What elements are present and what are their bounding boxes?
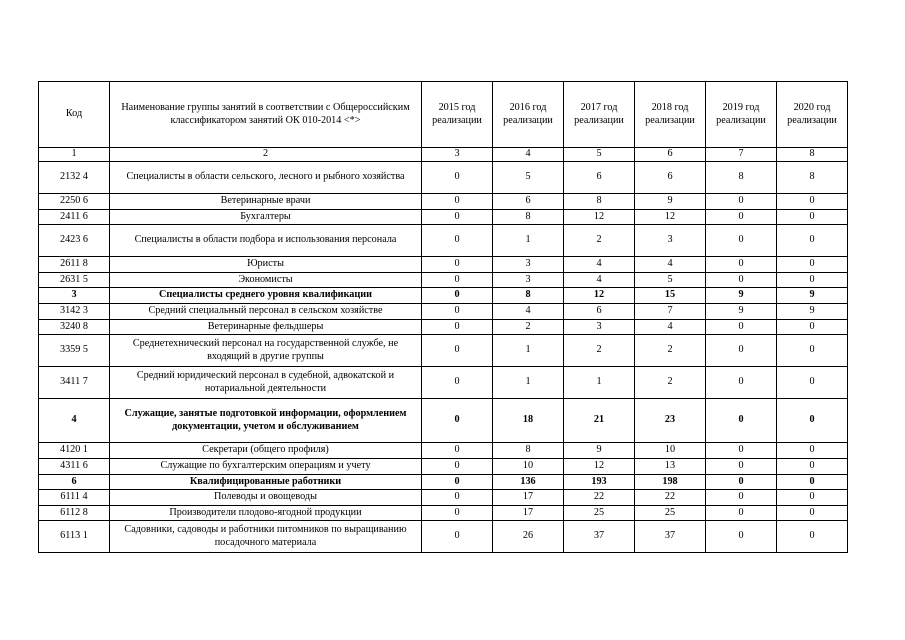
cell-2020: 0 — [777, 506, 848, 521]
cell-2017: 4 — [564, 257, 635, 273]
cell-2017: 2 — [564, 335, 635, 367]
table-row — [39, 288, 848, 304]
cell-2020: 0 — [777, 320, 848, 335]
table-row — [39, 521, 848, 553]
cell-code: 3359 5 — [39, 335, 110, 367]
cell-name: Служащие по бухгалтерским операциям и учету — [110, 459, 422, 475]
header-2015: 2015 год реализации — [422, 82, 493, 148]
cell-code: 2411 6 — [39, 210, 110, 225]
cell-2018: 2 — [635, 367, 706, 399]
cell-2018: 198 — [635, 475, 706, 490]
cell-code: 6111 4 — [39, 490, 110, 506]
column-number-row — [39, 148, 848, 162]
header-2016: 2016 год реализации — [493, 82, 564, 148]
column-number: 2 — [110, 148, 422, 162]
cell-name: Ветеринарные врачи — [110, 194, 422, 210]
cell-2015: 0 — [422, 367, 493, 399]
cell-code: 4120 1 — [39, 443, 110, 459]
cell-2017: 22 — [564, 490, 635, 506]
cell-code: 6112 8 — [39, 506, 110, 521]
cell-2018: 4 — [635, 257, 706, 273]
cell-2018: 7 — [635, 304, 706, 320]
table-row — [39, 225, 848, 257]
cell-2017: 12 — [564, 288, 635, 304]
table-row — [39, 459, 848, 475]
cell-2020: 8 — [777, 162, 848, 194]
cell-2015: 0 — [422, 194, 493, 210]
cell-2019: 0 — [706, 521, 777, 553]
cell-code: 2132 4 — [39, 162, 110, 194]
cell-2019: 0 — [706, 225, 777, 257]
cell-name: Квалифицированные работники — [110, 475, 422, 490]
cell-name: Полеводы и овощеводы — [110, 490, 422, 506]
cell-code: 4311 6 — [39, 459, 110, 475]
cell-2016: 10 — [493, 459, 564, 475]
cell-2020: 0 — [777, 367, 848, 399]
table-row — [39, 367, 848, 399]
cell-name: Средний специальный персонал в сельском хозяйстве — [110, 304, 422, 320]
column-number: 3 — [422, 148, 493, 162]
cell-code: 2631 5 — [39, 273, 110, 288]
cell-2018: 6 — [635, 162, 706, 194]
table-body — [39, 162, 848, 553]
cell-2019: 0 — [706, 335, 777, 367]
cell-2015: 0 — [422, 443, 493, 459]
cell-2020: 0 — [777, 443, 848, 459]
cell-2019: 8 — [706, 162, 777, 194]
cell-2020: 0 — [777, 475, 848, 490]
header-name: Наименование группы занятий в соответствии с Общероссийским классификатором занятий ОК 010-2014 <*> — [110, 82, 422, 148]
table-row — [39, 443, 848, 459]
cell-2016: 17 — [493, 490, 564, 506]
table-row — [39, 273, 848, 288]
cell-2018: 12 — [635, 210, 706, 225]
cell-2017: 9 — [564, 443, 635, 459]
cell-2017: 4 — [564, 273, 635, 288]
cell-2019: 0 — [706, 443, 777, 459]
cell-name: Ветеринарные фельдшеры — [110, 320, 422, 335]
table-row — [39, 210, 848, 225]
cell-2018: 3 — [635, 225, 706, 257]
column-number: 7 — [706, 148, 777, 162]
cell-2020: 0 — [777, 521, 848, 553]
table-row — [39, 506, 848, 521]
cell-2020: 9 — [777, 288, 848, 304]
cell-name: Специалисты среднего уровня квалификации — [110, 288, 422, 304]
cell-2020: 0 — [777, 335, 848, 367]
cell-code: 6113 1 — [39, 521, 110, 553]
cell-2016: 2 — [493, 320, 564, 335]
cell-2020: 0 — [777, 194, 848, 210]
cell-2019: 0 — [706, 367, 777, 399]
cell-2016: 8 — [493, 210, 564, 225]
cell-2016: 1 — [493, 367, 564, 399]
cell-2015: 0 — [422, 475, 493, 490]
cell-2015: 0 — [422, 162, 493, 194]
cell-2019: 9 — [706, 304, 777, 320]
cell-2020: 0 — [777, 459, 848, 475]
cell-2015: 0 — [422, 273, 493, 288]
cell-2020: 0 — [777, 225, 848, 257]
cell-2020: 0 — [777, 257, 848, 273]
table-row — [39, 475, 848, 490]
cell-2019: 0 — [706, 257, 777, 273]
cell-2015: 0 — [422, 288, 493, 304]
cell-name: Бухгалтеры — [110, 210, 422, 225]
table-row — [39, 490, 848, 506]
cell-name: Специалисты в области сельского, лесного и рыбного хозяйства — [110, 162, 422, 194]
column-number: 8 — [777, 148, 848, 162]
cell-2016: 3 — [493, 257, 564, 273]
cell-2016: 4 — [493, 304, 564, 320]
cell-2018: 22 — [635, 490, 706, 506]
cell-2017: 12 — [564, 210, 635, 225]
header-row — [39, 82, 848, 148]
cell-2019: 0 — [706, 399, 777, 443]
cell-2017: 2 — [564, 225, 635, 257]
cell-code: 3 — [39, 288, 110, 304]
cell-2016: 5 — [493, 162, 564, 194]
cell-name: Юристы — [110, 257, 422, 273]
cell-2018: 9 — [635, 194, 706, 210]
header-code: Код — [39, 82, 110, 148]
cell-2017: 25 — [564, 506, 635, 521]
cell-code: 2611 8 — [39, 257, 110, 273]
cell-code: 2250 6 — [39, 194, 110, 210]
cell-2018: 15 — [635, 288, 706, 304]
cell-2018: 5 — [635, 273, 706, 288]
cell-2020: 0 — [777, 273, 848, 288]
cell-2015: 0 — [422, 320, 493, 335]
header-2020: 2020 год реализации — [777, 82, 848, 148]
table-row — [39, 304, 848, 320]
cell-2016: 8 — [493, 443, 564, 459]
cell-2017: 8 — [564, 194, 635, 210]
cell-name: Специалисты в области подбора и использования персонала — [110, 225, 422, 257]
cell-2020: 9 — [777, 304, 848, 320]
cell-2020: 0 — [777, 210, 848, 225]
cell-2015: 0 — [422, 521, 493, 553]
cell-2016: 1 — [493, 225, 564, 257]
cell-2019: 9 — [706, 288, 777, 304]
cell-2018: 4 — [635, 320, 706, 335]
cell-2015: 0 — [422, 335, 493, 367]
cell-code: 3142 3 — [39, 304, 110, 320]
cell-2015: 0 — [422, 210, 493, 225]
cell-code: 3240 8 — [39, 320, 110, 335]
column-number: 1 — [39, 148, 110, 162]
cell-name: Производители плодово-ягодной продукции — [110, 506, 422, 521]
cell-2019: 0 — [706, 320, 777, 335]
cell-2015: 0 — [422, 459, 493, 475]
cell-2019: 0 — [706, 506, 777, 521]
cell-2018: 13 — [635, 459, 706, 475]
cell-2018: 10 — [635, 443, 706, 459]
cell-name: Экономисты — [110, 273, 422, 288]
cell-name: Среднетехнический персонал на государственной службе, не входящий в другие группы — [110, 335, 422, 367]
cell-2019: 0 — [706, 490, 777, 506]
table-row — [39, 399, 848, 443]
cell-2015: 0 — [422, 490, 493, 506]
cell-2015: 0 — [422, 304, 493, 320]
cell-2015: 0 — [422, 506, 493, 521]
cell-2016: 18 — [493, 399, 564, 443]
header-2018: 2018 год реализации — [635, 82, 706, 148]
cell-2018: 25 — [635, 506, 706, 521]
table-row — [39, 194, 848, 210]
cell-2015: 0 — [422, 257, 493, 273]
cell-name: Служащие, занятые подготовкой информации, оформлением документации, учетом и обслуживанием — [110, 399, 422, 443]
column-number: 6 — [635, 148, 706, 162]
cell-2017: 3 — [564, 320, 635, 335]
table-row — [39, 335, 848, 367]
cell-2019: 0 — [706, 210, 777, 225]
cell-2017: 6 — [564, 304, 635, 320]
cell-2017: 193 — [564, 475, 635, 490]
cell-2019: 0 — [706, 194, 777, 210]
cell-code: 6 — [39, 475, 110, 490]
cell-name: Секретари (общего профиля) — [110, 443, 422, 459]
cell-name: Средний юридический персонал в судебной, адвокатской и нотариальной деятельности — [110, 367, 422, 399]
cell-name: Садовники, садоводы и работники питомников по выращиванию посадочного материала — [110, 521, 422, 553]
column-number: 4 — [493, 148, 564, 162]
cell-2017: 1 — [564, 367, 635, 399]
cell-code: 3411 7 — [39, 367, 110, 399]
cell-2015: 0 — [422, 399, 493, 443]
cell-2020: 0 — [777, 399, 848, 443]
column-number: 5 — [564, 148, 635, 162]
cell-2018: 23 — [635, 399, 706, 443]
cell-2018: 37 — [635, 521, 706, 553]
cell-2016: 6 — [493, 194, 564, 210]
cell-code: 4 — [39, 399, 110, 443]
cell-2018: 2 — [635, 335, 706, 367]
cell-2016: 136 — [493, 475, 564, 490]
header-2019: 2019 год реализации — [706, 82, 777, 148]
cell-2019: 0 — [706, 475, 777, 490]
table-row — [39, 162, 848, 194]
cell-2016: 26 — [493, 521, 564, 553]
cell-2015: 0 — [422, 225, 493, 257]
cell-2016: 1 — [493, 335, 564, 367]
cell-2019: 0 — [706, 273, 777, 288]
cell-2020: 0 — [777, 490, 848, 506]
cell-2016: 8 — [493, 288, 564, 304]
cell-2019: 0 — [706, 459, 777, 475]
cell-2016: 3 — [493, 273, 564, 288]
table-row — [39, 257, 848, 273]
table-row — [39, 320, 848, 335]
occupations-table — [38, 81, 848, 553]
cell-2016: 17 — [493, 506, 564, 521]
cell-2017: 21 — [564, 399, 635, 443]
cell-2017: 6 — [564, 162, 635, 194]
cell-2017: 37 — [564, 521, 635, 553]
cell-code: 2423 6 — [39, 225, 110, 257]
cell-2017: 12 — [564, 459, 635, 475]
header-2017: 2017 год реализации — [564, 82, 635, 148]
